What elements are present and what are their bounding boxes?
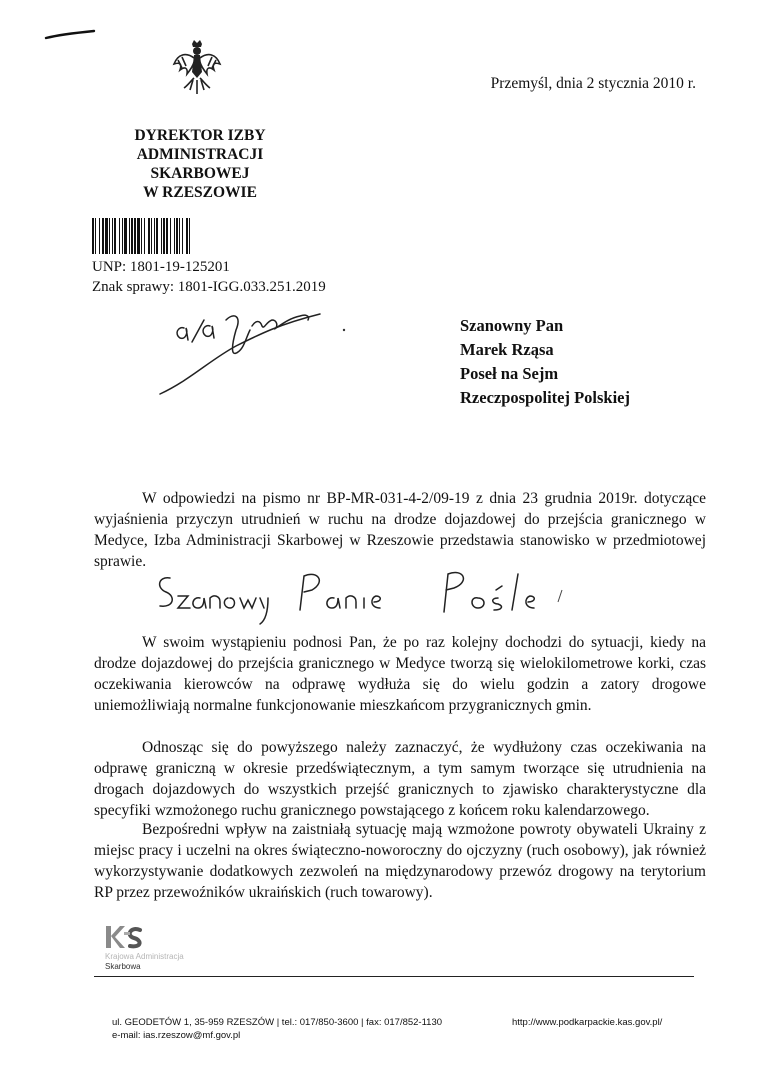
body-paragraph: Bezpośredni wpływ na zaistniałą sytuację mają wzmożone powroty obywateli Ukrainy z miejsc pracy i uczelni na okres świąteczno-noworoczny do ojczyzny (ruch osobowy), jak również wykorzystywanie dodatkowych zezwoleń na międzynarodowy przewóz drogowy na terytorium RP przez przewoźników ukraińskich (ruch towarowy). bbox=[94, 821, 706, 901]
eagle-emblem-icon bbox=[172, 38, 222, 98]
kas-logo-line: Skarbowa bbox=[105, 962, 141, 971]
issuer-line: SKARBOWEJ bbox=[150, 165, 250, 182]
handwritten-signature bbox=[140, 290, 350, 400]
handwritten-greeting bbox=[148, 562, 568, 632]
case-number: Znak sprawy: 1801-IGG.033.251.2019 bbox=[92, 279, 326, 295]
footer-address: ul. GEODETÓW 1, 35-959 RZESZÓW | tel.: 017/850-3600 | fax: 017/852-1130 bbox=[112, 1017, 443, 1028]
footer-divider bbox=[94, 976, 694, 977]
body-paragraph: W swoim wystąpieniu podnosi Pan, że po raz kolejny dochodzi do sytuacji, kiedy na drodze dojazdowej do przejścia granicznego w Medyce tworzą się wielokilometrowe korki, czas oczekiwania kierowców na odprawę wydłuża się do wielu godzin a zatory drogowe uniemożliwiają normalne funkcjonowanie mieszkańcom przygranicznych gmin. bbox=[94, 634, 706, 714]
recipient-line: Szanowny Pan bbox=[460, 316, 564, 335]
recipient-line: Poseł na Sejm bbox=[460, 364, 559, 383]
recipient-block bbox=[460, 314, 630, 410]
barcode bbox=[92, 218, 282, 254]
unp-number: UNP: 1801-19-125201 bbox=[92, 259, 230, 275]
issuer-line: DYREKTOR IZBY bbox=[134, 127, 266, 144]
footer-url: http://www.podkarpackie.kas.gov.pl/ bbox=[512, 1017, 663, 1028]
issuer-line: ADMINISTRACJI bbox=[136, 146, 264, 163]
issuer-line: W RZESZOWIE bbox=[143, 184, 257, 201]
body-paragraph: Odnosząc się do powyższego należy zaznaczyć, że wydłużony czas oczekiwania na odprawę graniczną w okresie przedświątecznym, a tym samym tworzące się utrudnienia na drogach dojazdowych do wszystkich przejść granicznych to zjawisko charakterystyczne dla specyfiki wzmożonego ruchu granicznego powstającego z końcem roku kalendarzowego. bbox=[94, 739, 706, 819]
recipient-line: Marek Rząsa bbox=[460, 340, 554, 359]
pen-mark bbox=[44, 28, 96, 42]
place-date: Przemyśl, dnia 2 stycznia 2010 r. bbox=[490, 75, 696, 92]
issuer-block bbox=[102, 126, 298, 202]
footer-email: e-mail: ias.rzeszow@mf.gov.pl bbox=[112, 1030, 241, 1041]
recipient-line: Rzeczpospolitej Polskiej bbox=[460, 388, 631, 407]
body-paragraph: W odpowiedzi na pismo nr BP-MR-031-4-2/09-19 z dnia 23 grudnia 2019r. dotyczące wyjaśnienia przyczyn utrudnień w ruchu na drodze dojazdowej do przejścia granicznego w Medyce, Izba Administracji Skarbowej w Rzeszowie przedstawia stanowisko w przedmiotowej sprawie. bbox=[94, 490, 706, 570]
kas-logo-line: Krajowa Administracja bbox=[105, 952, 184, 961]
